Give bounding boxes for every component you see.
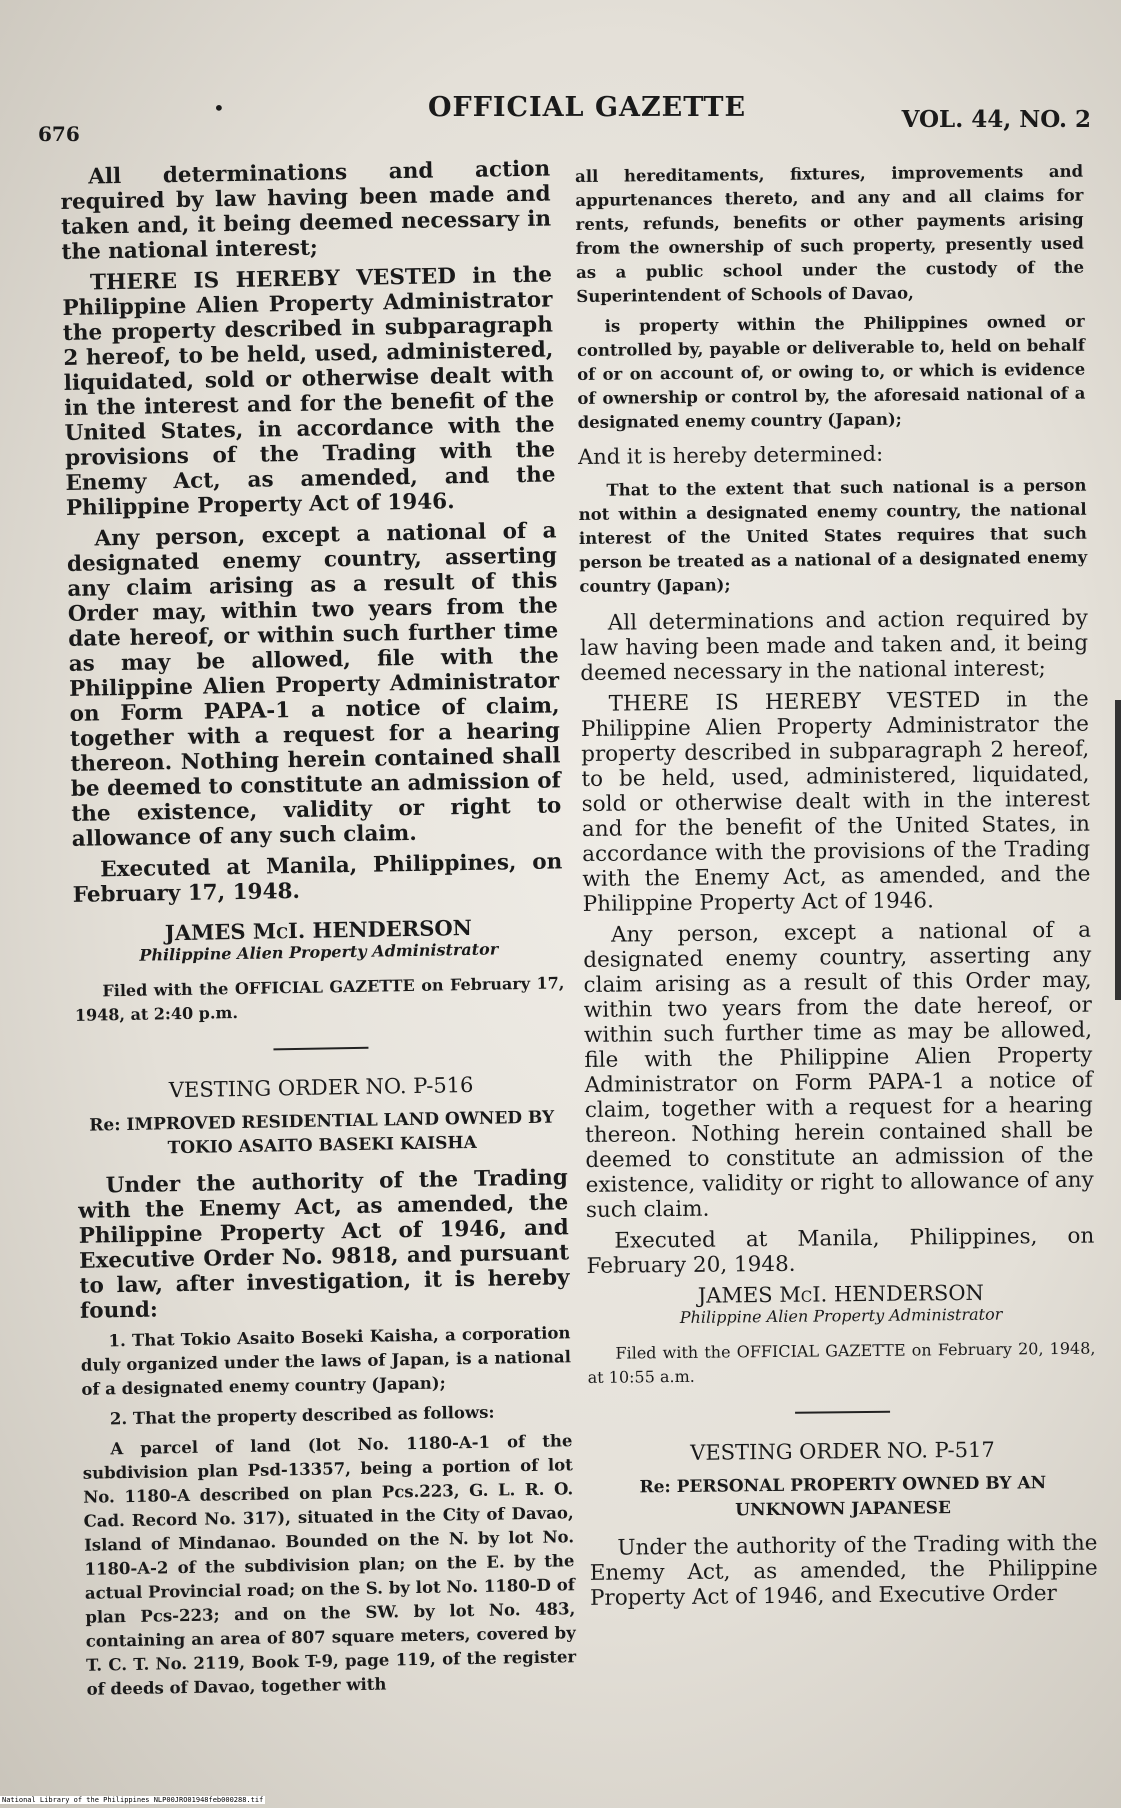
scan-footer: National Library of the Philippines NLP00JRO01948feb000288.tif: [2, 1796, 264, 1804]
finding-1: 1. That Tokio Asaito Boseki Kaisha, a corporation duly organized under the laws of Japan, is a national of a designated enemy country (Japan);: [80, 1323, 572, 1399]
vesting-paragraph-2: [581, 687, 1091, 917]
right-column: [575, 160, 1098, 1617]
vesting-text-2: in the Philippine Alien Property Administrator the property described in subparagraph 2 hereof, to be held, used, administered, liquidated, sold or otherwise dealt with in the interest and for the benefit of the United States, in accordance with the provisions of the Trading with the Enemy Act, as amended, and the Philippine Property Act of 1946.: [580, 686, 1091, 917]
signatory-name-2: JAMES McI. HENDERSON: [697, 1280, 984, 1308]
authority-paragraph-2: Under the authority of the Trading with the Enemy Act, as amended, the Philippine Property Act of 1946, and Executive Order: [589, 1530, 1098, 1611]
volume-number: VOL. 44, NO. 2: [901, 106, 1091, 133]
publication-title: OFFICIAL GAZETTE: [428, 92, 747, 123]
ownership-paragraph: is property within the Philippines owned or controlled by, payable or deliverable to, held on behalf of or on account of, or owing to, or which is evidence of ownership or control by, the aforesaid national of a designated enemy country (Japan);: [576, 311, 1086, 432]
determined-heading: And it is hereby determined:: [577, 441, 884, 469]
vesting-paragraph: [62, 262, 556, 521]
signatory-title: Philippine Alien Property Administrator: [139, 939, 499, 965]
finding-2: 2. That the property described as follows:: [109, 1402, 495, 1429]
order-subject: Re: IMPROVED RESIDENTIAL LAND OWNED BY TOKIO ASAITO BASEKI KAISHA: [89, 1107, 555, 1159]
left-column: [60, 156, 577, 1707]
order-subject-2: Re: PERSONAL PROPERTY OWNED BY AN UNKNOWN JAPANESE: [639, 1473, 1047, 1521]
filed-note: Filed with the OFFICIAL GAZETTE on February 17, 1948, at 2:40 p.m.: [74, 973, 565, 1025]
vesting-lead-2: THERE IS HEREBY VESTED: [608, 687, 981, 717]
signatory-name: JAMES McI. HENDERSON: [164, 914, 473, 946]
scan-edge-mark: [1115, 700, 1121, 1000]
signatory-title-2: Philippine Alien Property Administrator: [679, 1304, 1003, 1327]
vesting-lead: THERE IS HEREBY VESTED: [89, 264, 457, 296]
vesting-order-title-2: VESTING ORDER NO. P-517: [690, 1437, 995, 1465]
filed-note-2: Filed with the OFFICIAL GAZETTE on February 20, 1948, at 10:55 a.m.: [587, 1338, 1096, 1387]
executed-paragraph-2: Executed at Manila, Philippines, on February 20, 1948.: [586, 1223, 1095, 1279]
national-interest-paragraph: That to the extent that such national is a person not within a designated enemy country, the national interest of the United States requires that such person be treated as a national of a designated enemy country (Japan);: [578, 475, 1088, 596]
determinations-paragraph-2: All determinations and action required by law having been made and taken and, it being deemed necessary in the national interest;: [579, 605, 1089, 686]
section-divider: [273, 1047, 368, 1051]
property-continued: all hereditaments, fixtures, improvements and appurtenances thereto, and any and all claims for rents, refunds, benefits or other payments arising from the ownership of such property, presently used as a public school under the custody of the Superintendent of Schools of Davao,: [575, 161, 1085, 306]
claim-paragraph-2: Any person, except a national of a designated enemy country, asserting any claim arising as a result of this Order may, within two years from the date hereof, or within such further time as may be allowed, file with the Philippine Alien Property Administrator on Form PAPA-1 a notice of claim, together with a request for a hearing thereon. Nothing herein contained shall be deemed to constitute an admission of the existence, validity or right to allowance of any such claim.: [583, 917, 1094, 1223]
determinations-paragraph: All determinations and action required by law having been made and taken and, it being deemed necessary in the national interest;: [60, 156, 552, 265]
section-divider-2: [795, 1411, 890, 1414]
property-description: A parcel of land (lot No. 1180-A-1 of the subdivision plan Psd-13357, being a portion of lot No. 1180-A described on plan Pcs.223, G. L. R. O. Cad. Record No. 317), situated in the City of Davao, Island of Mindanao. Bounded on the N. by lot No. 1180-A-2 of the subdivision plan; on the E. by the actual Provincial road; on the S. by lot No. 1180-D of plan Pcs-223; and on the SW. by lot No. 483, containing an area of 807 square meters, covered by T. C. T. No. 2119, Book T-9, page 119, of the register of deeds of Davao, together with: [82, 1431, 577, 1699]
vesting-text: in the Philippine Alien Property Administrator the property described in subparagraph 2 hereof, to be held, used, administered, liquidated, sold or otherwise dealt with in the interest and for the benefit of the United States, in accordance with the provisions of the Trading with the Enemy Act, as amended, and the Philippine Property Act of 1946.: [62, 262, 556, 521]
page-number: 676: [38, 122, 80, 146]
executed-paragraph: Executed at Manila, Philippines, on February 17, 1948.: [72, 849, 563, 908]
page-header: [38, 92, 1091, 146]
claim-paragraph: Any person, except a national of a designated enemy country, asserting any claim arising as a result of this Order may, within two years from the date hereof, or within such further time as may be allowed, file with the Philippine Alien Property Administrator on Form PAPA-1 a notice of claim, together with a request for a hearing thereon. Nothing herein contained shall be deemed to constitute an admission of the existence, validity or right to allowance of any such claim.: [66, 518, 562, 852]
vesting-order-title: VESTING ORDER NO. P-516: [168, 1072, 474, 1103]
authority-paragraph: Under the authority of the Trading with the Enemy Act, as amended, the Philippine Property Act of 1946, and Executive Order No. 9818, and pursuant to law, after investigation, it is hereby found:: [78, 1165, 570, 1324]
bullet-mark: •: [213, 96, 225, 120]
